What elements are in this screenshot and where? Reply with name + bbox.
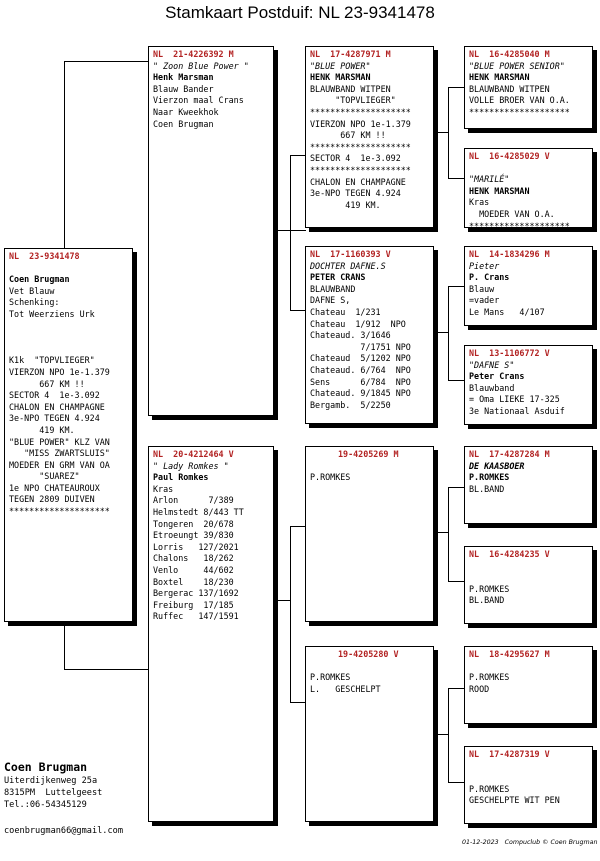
card-line: "BLUE POWER SENIOR" — [469, 60, 565, 71]
ring-number: NL 17-4287284 M — [469, 449, 550, 459]
card-line: Blauw Bander — [153, 83, 214, 94]
card-line: Boxtel 18/230 — [153, 576, 234, 587]
ring-number: NL 17-4287971 M — [310, 49, 391, 59]
connector-line — [448, 487, 449, 581]
card-body — [153, 61, 269, 131]
ring-number: NL 17-4287319 V — [469, 749, 550, 759]
pigeon-card-fff[interactable] — [464, 46, 593, 129]
connector-line — [290, 155, 306, 156]
card-line — [9, 263, 128, 275]
card-line: TEGEN 2809 DUIVEN — [9, 494, 95, 505]
card-line: Tot Weerziens Urk — [9, 308, 95, 319]
card-line: P.ROMKES — [469, 783, 510, 794]
card-line: Tongeren 20/678 — [153, 518, 234, 529]
card-line: MOEDER VAN O.A. — [469, 208, 555, 219]
card-line: VOLLE BROER VAN O.A. — [469, 95, 570, 106]
connector-line — [290, 526, 291, 702]
card-line: SECTOR 4 1e-3.092 — [9, 390, 100, 401]
card-line: Henk Marsman — [153, 72, 214, 83]
pigeon-card-subject[interactable] — [4, 248, 133, 622]
card-body — [310, 661, 429, 696]
card-line: "MARILÉ" — [469, 174, 510, 185]
card-line: "DAFNE S" — [469, 359, 515, 370]
connector-line — [448, 688, 464, 689]
card-line: Chateaud 5/1202 NPO — [310, 353, 411, 364]
connector-line — [290, 526, 306, 527]
card-line: DAFNE S, — [310, 295, 351, 306]
card-line: BLAUWBAND WITPEN — [469, 83, 550, 94]
pigeon-card-mmm[interactable] — [464, 746, 593, 824]
card-line: Chateau 1/912 NPO — [310, 318, 406, 329]
card-line: Chateaud. 6/764 NPO — [310, 364, 411, 375]
pigeon-card-mff[interactable] — [464, 446, 593, 524]
connector-line — [434, 532, 448, 533]
owner-block — [4, 760, 102, 811]
connector-line — [290, 310, 306, 311]
card-line: 3e-NPO TEGEN 4.924 — [310, 188, 401, 199]
card-line: Coen Brugman — [153, 118, 214, 129]
card-body — [469, 561, 588, 607]
card-line: ******************** — [310, 106, 411, 117]
card-line: 419 KM. — [310, 199, 381, 210]
card-line: 7/1751 NPO — [310, 341, 411, 352]
card-line: Kras — [469, 197, 490, 208]
card-line: MOEDER EN GRM VAN OA — [9, 459, 110, 470]
card-body — [469, 661, 588, 696]
card-line — [469, 761, 588, 773]
connector-line — [448, 286, 464, 287]
ring-number: NL 13-1106772 V — [469, 348, 550, 358]
card-line — [469, 772, 588, 784]
card-line: = Oma LIEKE 17-325 — [469, 394, 560, 405]
ring-number: NL 18-4295627 M — [469, 649, 550, 659]
ring-number: NL 16-4285029 V — [469, 151, 550, 161]
card-line: Vet Blauw — [9, 285, 55, 296]
card-line: Coen Brugman — [9, 274, 70, 285]
ring-number: 19-4205280 V — [338, 649, 399, 659]
card-body — [469, 61, 588, 119]
card-line: "TOPVLIEGER" — [310, 95, 396, 106]
card-line: DE KAASBOER — [469, 460, 525, 471]
card-line: BLAUWBAND — [310, 283, 356, 294]
connector-line — [448, 380, 464, 381]
owner-phone: Tel.:06-54345129 — [4, 800, 87, 810]
card-line: Ruffec 147/1591 — [153, 611, 239, 622]
owner-address: Uiterdijkenweg 25a — [4, 776, 98, 786]
connector-line — [448, 286, 449, 380]
card-line: BLAUWBAND WITPEN — [310, 83, 391, 94]
page-title: Stamkaart Postduif: NL 23-9341478 — [165, 3, 435, 22]
card-line: CHALON EN CHAMPAGNE — [9, 401, 105, 412]
card-line: VIERZON NPO 1e-1.379 — [310, 118, 411, 129]
connector-line — [274, 600, 290, 601]
card-body — [469, 761, 588, 807]
connector-line — [290, 702, 306, 703]
card-line: "BLUE POWER" KLZ VAN — [9, 436, 110, 447]
pigeon-card-father-father[interactable] — [305, 46, 434, 228]
card-line: ******************** — [310, 164, 411, 175]
card-line: DOCHTER DAFNE.S — [310, 260, 386, 271]
card-line: Bergamb. 5/2250 — [310, 399, 391, 410]
ring-number: NL 14-1834296 M — [469, 249, 550, 259]
pigeon-card-father[interactable] — [148, 46, 274, 416]
card-line: 1e NPO CHATEAUROUX — [9, 482, 100, 493]
card-body — [153, 461, 269, 623]
card-line: "SUAREZ" — [9, 471, 80, 482]
card-body — [469, 163, 588, 228]
pigeon-card-mother-mother[interactable] — [305, 646, 434, 822]
connector-line — [434, 132, 448, 133]
connector-line — [64, 622, 65, 669]
owner-city: 8315PM Luttelgeest — [4, 788, 103, 798]
card-line: 419 KM. — [9, 424, 75, 435]
card-line: P.ROMKES — [310, 672, 351, 683]
card-line: P.ROMKES — [469, 583, 510, 594]
card-line: Kras — [153, 483, 174, 494]
card-body — [310, 261, 429, 412]
card-line: 667 KM !! — [310, 130, 386, 141]
card-line: " Zoon Blue Power " — [153, 60, 249, 71]
card-body — [469, 360, 588, 418]
card-line: SECTOR 4 1e-3.092 — [310, 153, 401, 164]
card-line: HENK MARSMAN — [469, 185, 530, 196]
card-line: Lorris 127/2021 — [153, 541, 239, 552]
card-line: ROOD — [469, 683, 490, 694]
connector-line — [448, 782, 464, 783]
card-line: Venlo 44/602 — [153, 564, 234, 575]
card-line: ******************** — [310, 141, 411, 152]
card-line — [310, 661, 429, 673]
card-line: Le Mans 4/107 — [469, 306, 545, 317]
card-line: Chateaud. 3/1646 — [310, 330, 391, 341]
connector-line — [448, 87, 449, 178]
card-line: 667 KM !! — [9, 378, 85, 389]
card-line: BL.BAND — [469, 483, 505, 494]
card-body — [310, 461, 429, 484]
card-line: Freiburg 17/185 — [153, 599, 234, 610]
card-line — [469, 163, 588, 175]
card-line: Sens 6/784 NPO — [310, 376, 411, 387]
card-line: Bergerac 137/1692 — [153, 588, 239, 599]
card-line: =vader — [469, 295, 500, 306]
pigeon-card-mother-father[interactable] — [305, 446, 434, 622]
card-line: Vierzon maal Crans — [153, 95, 244, 106]
owner-email[interactable]: coenbrugman66@gmail.com — [4, 826, 123, 836]
connector-line — [64, 669, 149, 670]
connector-line — [448, 487, 464, 488]
connector-line — [448, 688, 449, 782]
ring-number: NL 16-4285040 M — [469, 49, 550, 59]
pigeon-card-fmm[interactable] — [464, 345, 593, 425]
card-body — [9, 263, 128, 518]
card-body — [469, 261, 588, 319]
card-line: Chalons 18/262 — [153, 553, 234, 564]
card-line: P.ROMKES — [310, 472, 351, 483]
card-line: P.ROMKES — [469, 672, 510, 683]
ring-number: NL 17-1160393 V — [310, 249, 391, 259]
owner-name: Coen Brugman — [4, 760, 88, 774]
card-line: HENK MARSMAN — [469, 72, 530, 83]
ring-number: 19-4205269 M — [338, 449, 399, 459]
pigeon-card-mfm[interactable] — [464, 546, 593, 624]
card-line: ******************** — [469, 220, 570, 228]
connector-line — [448, 581, 464, 582]
card-line: HENK MARSMAN — [310, 72, 371, 83]
card-line: ******************** — [9, 506, 110, 517]
card-line: " Lady Romkes " — [153, 460, 229, 471]
card-line: CHALON EN CHAMPAGNE — [310, 176, 406, 187]
pigeon-card-mmf[interactable] — [464, 646, 593, 724]
card-line: Chateaud. 9/1845 NPO — [310, 388, 411, 399]
connector-line — [290, 232, 291, 310]
card-body — [469, 461, 588, 496]
pigeon-card-fmf[interactable] — [464, 246, 593, 326]
connector-line — [64, 61, 149, 62]
card-line: Blauwband — [469, 382, 515, 393]
connector-line — [64, 61, 65, 249]
card-line: BL.BAND — [469, 595, 505, 606]
card-line: PETER CRANS — [310, 272, 366, 283]
card-line: 3e Nationaal Asduif — [469, 405, 565, 416]
connector-line — [448, 178, 464, 179]
card-line — [9, 344, 128, 356]
card-line: L. GESCHELPT — [310, 683, 381, 694]
card-line: Peter Crans — [469, 371, 525, 382]
card-line — [310, 461, 429, 473]
card-line: Blauw — [469, 283, 495, 294]
card-line: Paul Romkes — [153, 472, 209, 483]
pigeon-card-father-mother[interactable] — [305, 246, 434, 424]
card-line: Arlon 7/389 — [153, 495, 234, 506]
ring-number: NL 16-4284235 V — [469, 549, 550, 559]
connector-line — [434, 332, 448, 333]
card-line — [469, 661, 588, 673]
card-line: K1k "TOPVLIEGER" — [9, 355, 95, 366]
card-line: VIERZON NPO 1e-1.379 — [9, 366, 110, 377]
card-line — [9, 332, 128, 344]
card-line: "BLUE POWER" — [310, 60, 371, 71]
connector-line — [290, 155, 291, 232]
card-line — [9, 321, 128, 333]
pigeon-card-mother[interactable] — [148, 446, 274, 822]
ring-number: NL 20-4212464 V — [153, 449, 234, 459]
card-line: "MISS ZWARTSLUIS" — [9, 448, 110, 459]
card-line: Chateau 1/231 — [310, 306, 381, 317]
card-line: Naar Kweekhok — [153, 106, 219, 117]
connector-line — [434, 734, 448, 735]
card-line — [469, 572, 588, 584]
ring-number: NL 23-9341478 — [9, 251, 80, 261]
connector-line — [448, 87, 464, 88]
card-line: Pieter — [469, 260, 500, 271]
card-line — [469, 561, 588, 573]
pigeon-card-ffm[interactable] — [464, 148, 593, 228]
card-body — [310, 61, 429, 212]
card-line: P.ROMKES — [469, 472, 510, 483]
card-line: Schenking: — [9, 297, 60, 308]
card-line: P. Crans — [469, 272, 510, 283]
card-line: Helmstedt 8/443 TT — [153, 506, 244, 517]
ring-number: NL 21-4226392 M — [153, 49, 234, 59]
card-line: 3e-NPO TEGEN 4.924 — [9, 413, 100, 424]
footer-credit: 01-12-2023 Compuclub © Coen Brugman — [462, 839, 598, 846]
card-line: Etroeungt 39/830 — [153, 530, 234, 541]
card-line: GESCHELPTE WIT PEN — [469, 795, 560, 806]
card-line: ******************** — [469, 106, 570, 117]
